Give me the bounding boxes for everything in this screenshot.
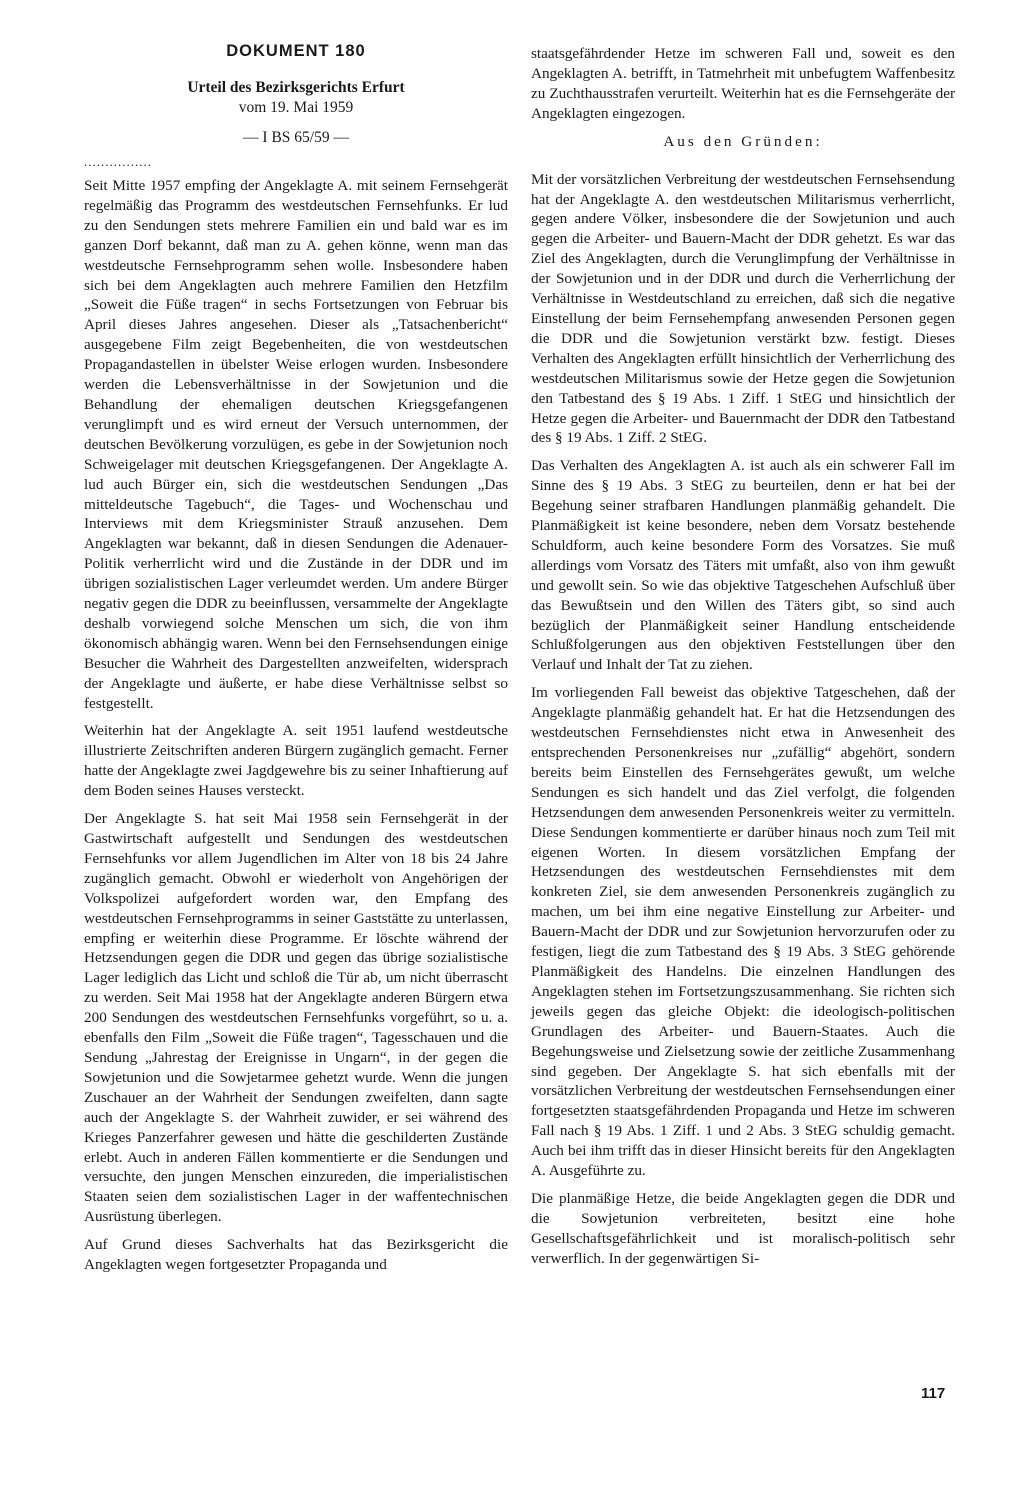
section-heading: Aus den Gründen: (663, 132, 823, 150)
paragraph: Das Verhalten des Angeklagten A. ist auch als ein schwerer Fall im Sinne des § 19 Abs. 3 StEG zu beurteilen, denn er hat bei der Begehung seiner strafbaren Handlungen planmäßig gehandelt. Die Planmäßigkeit ist keine besondere, neben dem Vorsatz bestehende Schuldform, auch keine besondere Form des Vorsatzes. Sie muß allerdings vom Vorsatz des Täters mit umfaßt, also von ihm gewußt und gewollt sein. So wie das objektive Tatgeschehen Aufschluß über das Bewußtsein und den Willen des Täters gibt, so sind auch bezüglich der Planmäßigkeit seiner Handlung entscheidende Schlußfolgerungen aus den objektiven Feststellungen über den Verlauf und Inhalt der Tat zu ziehen. (531, 457, 955, 674)
paragraph: Die planmäßige Hetze, die beide Angeklagten gegen die DDR und die Sowjetunion verbreiteten, besitzt eine hohe Gesellschaftsgefährlichkeit und ist moralisch-politisch sehr verwerflich. In der gegenwärtigen Si- (531, 1189, 955, 1267)
document-subtitle: Urteil des Bezirksgerichts Erfurt (187, 79, 405, 96)
omission-dots: ................ (84, 154, 152, 169)
paragraph: Der Angeklagte S. hat seit Mai 1958 sein Fernsehgerät in der Gastwirtschaft aufgestellt und Sendungen des westdeutschen Fernsehfunks vor allem Jugendlichen im Alter von 18 bis 24 Jahre zugänglich gemacht. Obwohl er wiederholt von Angehörigen der Volkspolizei aufgefordert worden war, den Empfang des westdeutschen Fernsehprogramms in seiner Gaststätte zu unterlassen, empfing er weiterhin diese Programme. Er löschte während der Hetzsendungen gegen die DDR und gegen das übrige sozialistische Lager lediglich das Licht und schloß die Tür ab, um nicht überrascht zu werden. Seit Mai 1958 hat der Angeklagte anderen Bürgern etwa 200 Sendungen des westdeutschen Fernsehfunks vorgeführt, so u. a. ebenfalls den Film „Soweit die Füße tragen“, Tagesschauen und die Sendung „Jahrestag der Ereignisse in Ungarn“, in der gegen die Sowjetunion und die Sowjetarmee gehetzt wurde. Wenn die jungen Zuschauer an der Wahrheit der Sendungen zweifelten, dann sagte auch der Angeklagte S. der Wahrheit zuwider, er sei während des Krieges Panzerfahrer gewesen und hätte die geschilderten Zustände erlebt. Auch in anderen Fällen kommentierte er die Sendungen und versuchte, den jungen Menschen einzureden, die imperialistischen Staaten seien dem sozialistischen Lager in der waffentechnischen Ausrüstung überlegen. (84, 810, 508, 1226)
document-title: DOKUMENT 180 (226, 42, 366, 60)
paragraph: staatsgefährdender Hetze im schweren Fall und, soweit es den Angeklagten A. betrifft, in Tatmehrheit mit unbefugtem Waffenbesitz zu Zuchthausstrafen verurteilt. Weiterhin hat es die Fernsehgeräte der Angeklagten eingezogen. (531, 45, 955, 122)
paragraph: Seit Mitte 1957 empfing der Angeklagte A. mit seinem Fernsehgerät regelmäßig das Programm des westdeutschen Fernsehfunks. Er lud zu den Sendungen stets mehrere Familien ein und bald war es im ganzen Dorf bekannt, daß man zu A. gehen könne, wenn man das westdeutsche Fernsehprogramm sehen wolle. Insbesondere haben sich bei dem Angeklagten auch mehrere Familien den Hetzfilm „Soweit die Füße tragen“ in sechs Fortsetzungen von Februar bis April dieses Jahres angesehen. Dieser als „Tatsachenbericht“ ausgegebene Film zeigt Begebenheiten, die von westdeutschen Propagandastellen in übelster Weise erlogen wurden. Insbesondere werden die Lebensverhältnisse in der Sowjetunion und die Behandlung der ehemaligen deutschen Kriegsgefangenen verunglimpft und es wird erneut der Versuch unternommen, der deutschen Bevölkerung vorzulügen, es gebe in der Sowjetunion noch Schweigelager mit deutschen Kriegsgefangenen. Der Angeklagte A. lud auch Bürger ein, sich die westdeutschen Sendungen „Das mitteldeutsche Tagebuch“, die Tages- und Wochenschau und Interviews mit dem Kriegsminister Strauß anzusehen. Dem Angeklagten war bekannt, daß in diesen Sendungen die Adenauer-Politik verherrlicht wird und die Zustände in der DDR und im übrigen sozialistischen Lager verleumdet werden. Um andere Bürger negativ gegen die DDR zu beeinflussen, versammelte der Angeklagte deshalb vorwiegend solche Menschen um sich, die von ihm ökonomisch abhängig waren. Wenn bei den Fernsehsendungen einige Besucher die Wahrheit des Dargestellten anzweifelten, widersprach der Angeklagte und äußerte, er habe diese Verhältnisse selbst so festgestellt. (84, 177, 508, 712)
paragraph: Weiterhin hat der Angeklagte A. seit 1951 laufend westdeutsche illustrierte Zeitschriften anderen Bürgern zugänglich gemacht. Ferner hatte der Angeklagte zwei Jagdgewehre bis zu seiner Inhaftierung auf dem Boden seines Hauses versteckt. (84, 722, 508, 800)
document-date: vom 19. Mai 1959 (238, 99, 354, 116)
paragraph: Im vorliegenden Fall beweist das objektive Tatgeschehen, daß der Angeklagte planmäßig gehandelt hat. Er hat die Hetzsendungen des westdeutschen Fernsehdienstes nicht etwa in Anwesenheit des entsprechenden Personenkreises nur „zufällig“ abgehört, sondern bereits beim Einstellen des Fernsehgerätes gewußt, um welche Sendungen es sich handelt und das Ziel verfolgt, die folgenden Hetzsendungen dem anwesenden Personenkreis weiter zu vermitteln. Diese Sendungen kommentierte er darüber hinaus noch zum Teil mit eigenen Worten. In diesem vorsätzlichen Empfang der Hetzsendungen des westdeutschen Fernsehdienstes mit dem konkreten Ziel, sie dem anwesenden Personenkreis zugänglich zu machen, um bei ihm eine negative Einstellung zur Arbeiter- und Bauern-Macht der DDR und zur Sowjetunion hervorzurufen oder zu festigen, liegt die zum Tatbestand des § 19 Abs. 3 StEG gehörende Planmäßigkeit des Handelns. Die einzelnen Handlungen des Angeklagten stehen im Fortsetzungszusammenhang. Sie richten sich jeweils gegen das gleiche Objekt: die ideologisch-politischen Grundlagen des Arbeiter- und Bauern-Staates. Auch die Begehungsweise und Zielsetzung sowie der zeitliche Zusammenhang sind gegeben. Der Angeklagte S. hat sich ebenfalls mit der vorsätzlichen Verbreitung der westdeutschen Fernsehsendungen einer fortgesetzten staatsgefährdenden Propaganda und Hetze im schweren Fall nach § 19 Abs. 1 Ziff. 1 und 2 Abs. 3 StEG schuldig gemacht. Auch bei ihm trifft das in dieser Hinsicht bereits für den Angeklagten A. Ausgeführte zu. (531, 684, 955, 1180)
page-number: 117 (921, 1385, 946, 1402)
document-reference: — I BS 65/59 — (243, 129, 349, 146)
left-column (84, 40, 508, 1283)
paragraph: Mit der vorsätzlichen Verbreitung der westdeutschen Fernsehsendung hat der Angeklagte A. den westdeutschen Militarismus verherrlicht, gegen andere Völker, insbesondere die der Sowjetunion und auch gegen die Arbeiter- und Bauern-Macht der DDR gehetzt. Es war das Ziel des Angeklagten, durch die Verunglimpfung der Verhältnisse in der Sowjetunion und in der DDR und durch die Verherrlichung der Verhältnisse in Westdeutschland zu erreichen, daß sich die negative Einstellung der beim Fernsehempfang anwesenden Personen gegen die DDR und die Sowjetunion verstärkt bzw. festigt. Dieses Verhalten des Angeklagten erfüllt hinsichtlich der Verherrlichung des westdeutschen Militarismus sowie der Hetze gegen die Sowjetunion den Tatbestand des § 19 Abs. 1 Ziff. 1 StEG und hinsichtlich der Hetze gegen die Arbeiter- und Bauernmacht der DDR den Tatbestand des § 19 Abs. 1 Ziff. 2 StEG. (531, 170, 955, 447)
paragraph: Auf Grund dieses Sachverhalts hat das Bezirksgericht die Angeklagten wegen fortgesetzter Propaganda und (84, 1236, 508, 1274)
right-column (531, 44, 955, 1277)
